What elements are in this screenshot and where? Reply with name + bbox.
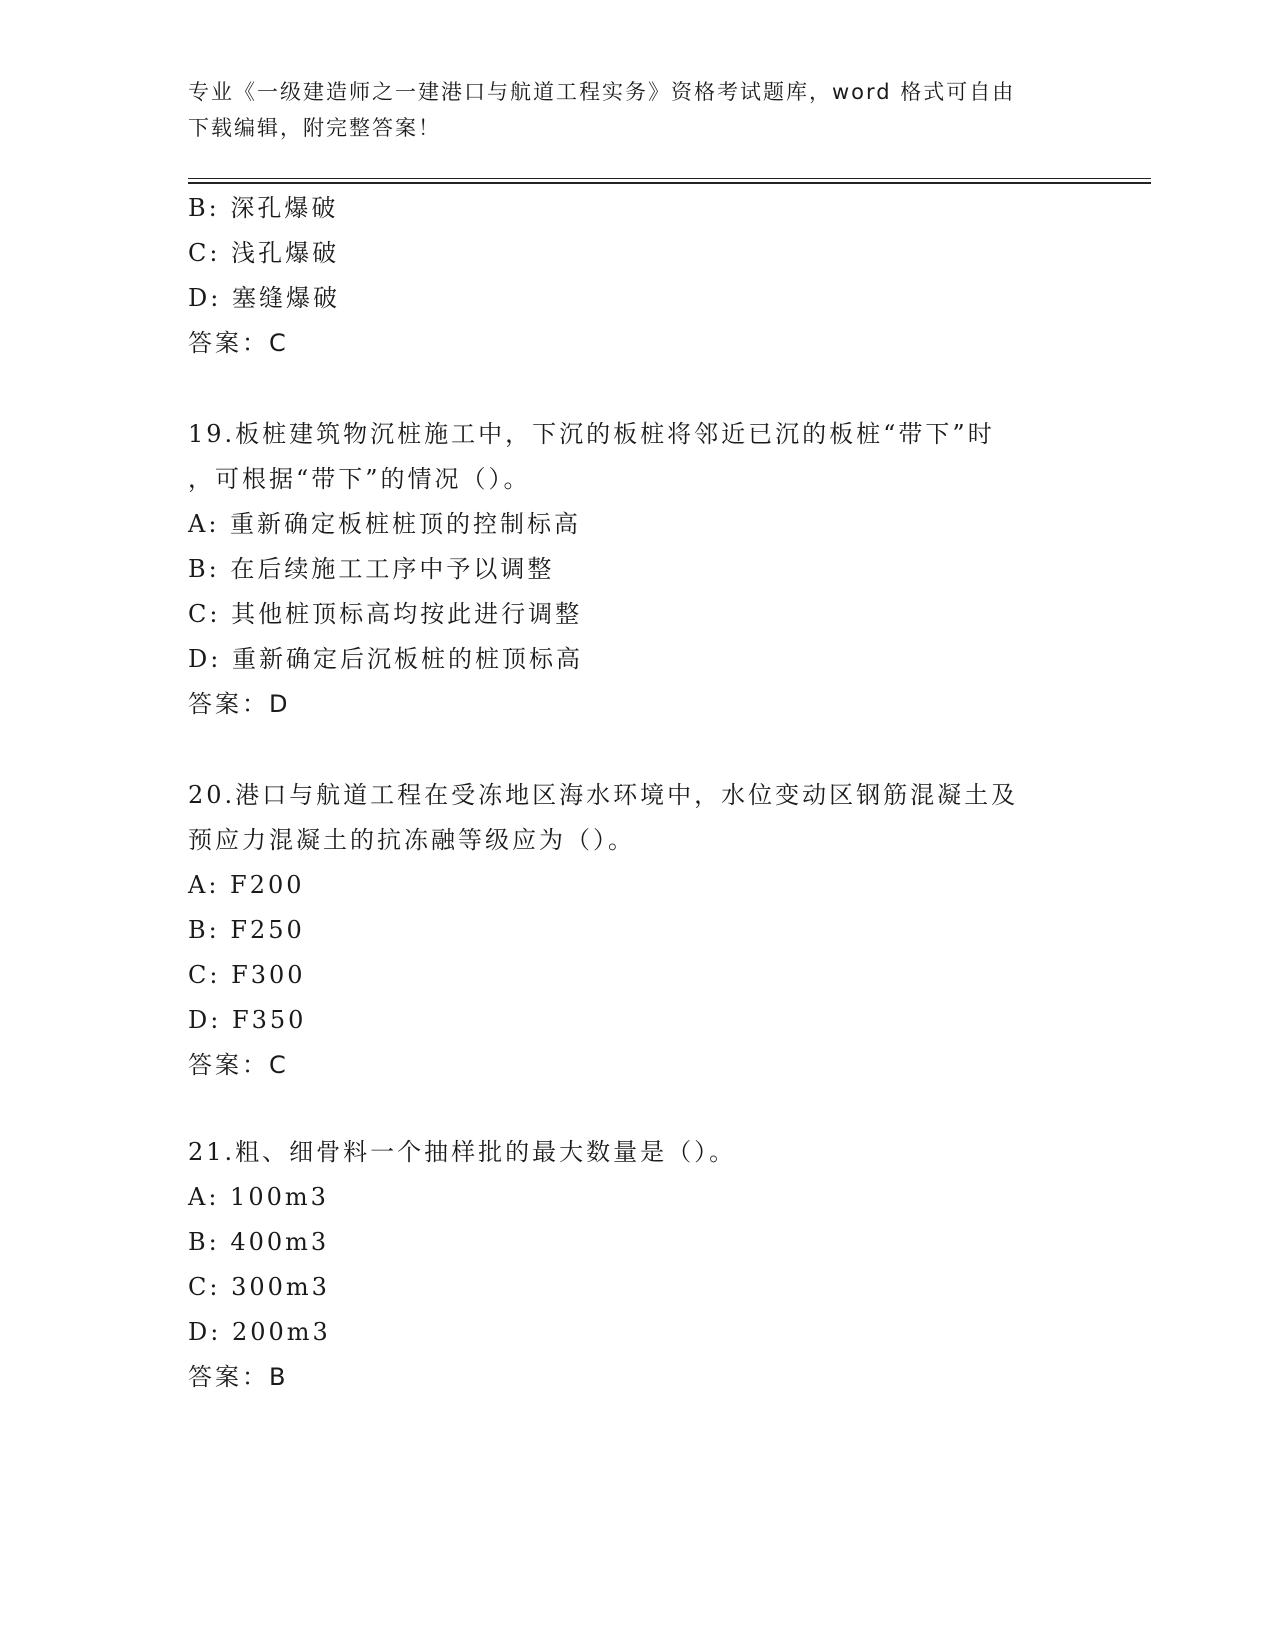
answer-line: 答案：D: [188, 690, 291, 718]
question-21: [188, 1130, 1088, 1400]
question-stem-line: 21.粗、细骨料一个抽样批的最大数量是（）。: [188, 1138, 737, 1166]
answer-line: 答案：C: [188, 1051, 289, 1079]
answer-line: 答案：C: [188, 329, 289, 357]
answer-line: 答案：B: [188, 1363, 289, 1391]
question-19: [188, 412, 1088, 727]
prev-question-block: [188, 186, 1088, 366]
option-b: B: F250: [188, 916, 305, 944]
option-c: C: 浅孔爆破: [188, 239, 340, 267]
header-divider-thin: [188, 178, 1151, 179]
question-stem-line: 预应力混凝土的抗冻融等级应为（）。: [188, 826, 635, 854]
option-c: C: F300: [188, 961, 306, 989]
question-stem-line: ，可根据“带下”的情况（）。: [188, 465, 531, 493]
option-a: A: 100m3: [188, 1183, 329, 1211]
option-d: D: 200m3: [188, 1318, 331, 1346]
question-stem-line: 19.板桩建筑物沉桩施工中，下沉的板桩将邻近已沉的板桩“带下”时: [188, 420, 995, 448]
option-b: B: 在后续施工工序中予以调整: [188, 555, 555, 583]
header-divider-thick: [188, 182, 1151, 184]
option-d: D: 塞缝爆破: [188, 284, 340, 312]
option-a: A: F200: [188, 871, 305, 899]
option-a: A: 重新确定板桩桩顶的控制标高: [188, 510, 582, 538]
option-c: C: 其他桩顶标高均按此进行调整: [188, 600, 583, 628]
document-header: [188, 74, 1068, 146]
option-b: B: 400m3: [188, 1228, 330, 1256]
option-b: B: 深孔爆破: [188, 194, 339, 222]
option-d: D: 重新确定后沉板桩的桩顶标高: [188, 645, 583, 673]
header-line-1: 专业《一级建造师之一建港口与航道工程实务》资格考试题库，word 格式可自由: [188, 80, 1016, 104]
header-line-2: 下载编辑，附完整答案！: [188, 116, 441, 140]
option-d: D: F350: [188, 1006, 307, 1034]
question-stem-line: 20.港口与航道工程在受冻地区海水环境中，水位变动区钢筋混凝土及: [188, 781, 1019, 809]
option-c: C: 300m3: [188, 1273, 330, 1301]
question-20: [188, 773, 1088, 1088]
